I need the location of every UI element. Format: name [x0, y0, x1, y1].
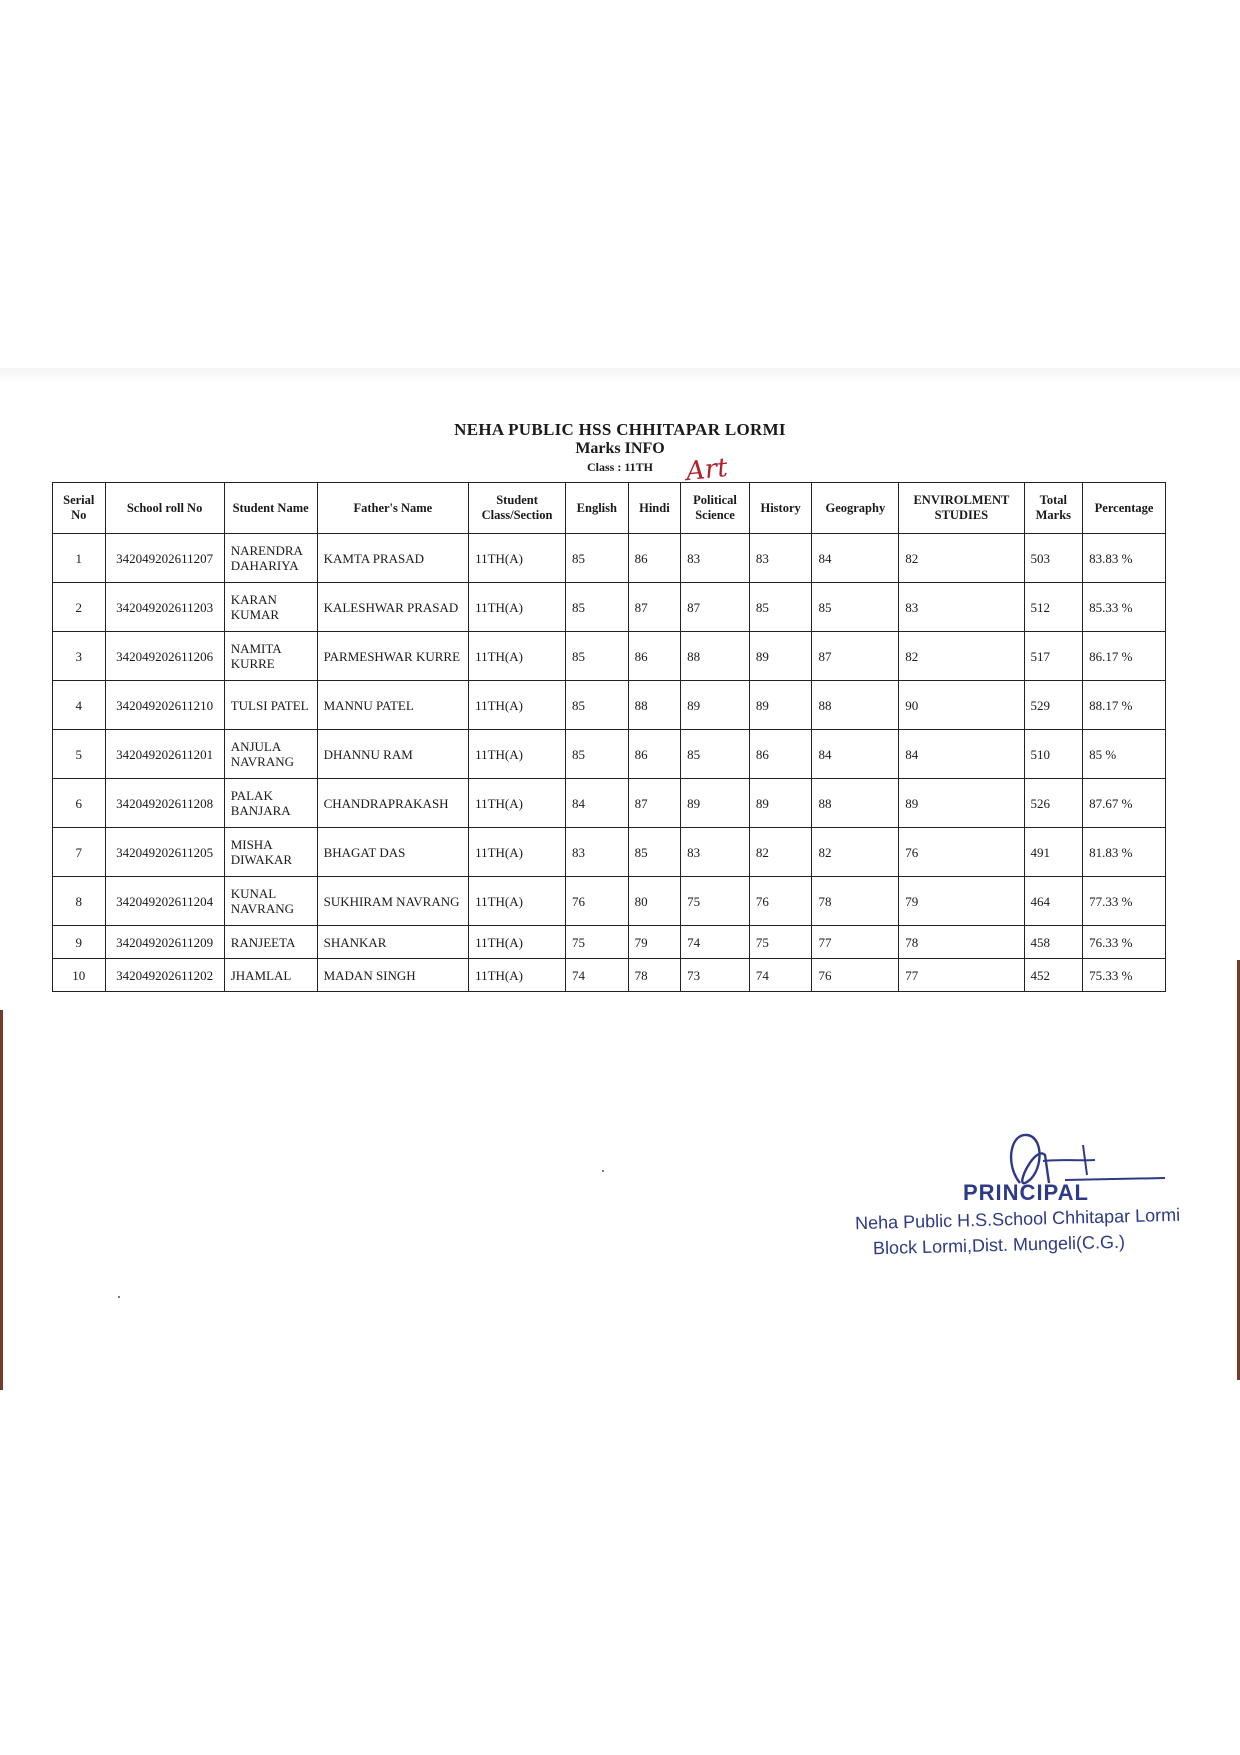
principal-title: PRINCIPAL — [963, 1180, 1089, 1205]
table-cell: 78 — [812, 877, 899, 926]
table-cell: 80 — [628, 877, 681, 926]
table-cell: 7 — [53, 828, 106, 877]
table-cell: 87 — [628, 583, 681, 632]
table-header-row — [53, 483, 1166, 534]
table-cell: 11TH(A) — [469, 877, 566, 926]
table-cell: 3 — [53, 632, 106, 681]
table-cell: 85 — [566, 583, 629, 632]
table-cell: 89 — [681, 779, 750, 828]
table-cell: 342049202611205 — [105, 828, 224, 877]
table-cell: 1 — [53, 534, 106, 583]
table-cell: 11TH(A) — [469, 779, 566, 828]
table-cell: 89 — [681, 681, 750, 730]
table-cell: 83 — [749, 534, 812, 583]
table-row — [53, 926, 1166, 959]
table-cell: 458 — [1024, 926, 1083, 959]
table-cell: DHANNU RAM — [317, 730, 468, 779]
table-cell: 76 — [566, 877, 629, 926]
table-row — [53, 779, 1166, 828]
table-cell: 79 — [628, 926, 681, 959]
table-cell: 82 — [899, 632, 1024, 681]
column-header: History — [749, 483, 812, 534]
table-cell: 11TH(A) — [469, 681, 566, 730]
table-cell: 342049202611208 — [105, 779, 224, 828]
table-cell: KUNAL NAVRANG — [224, 877, 317, 926]
table-cell: 75 — [749, 926, 812, 959]
table-cell: 5 — [53, 730, 106, 779]
table-cell: TULSI PATEL — [224, 681, 317, 730]
table-cell: NARENDRA DAHARIYA — [224, 534, 317, 583]
scan-edge-band — [0, 368, 1240, 382]
table-row — [53, 583, 1166, 632]
handwritten-art-note: Art — [684, 452, 730, 488]
class-label: Class : 11TH — [586, 460, 653, 474]
column-header: Student Class/Section — [469, 483, 566, 534]
table-cell: SHANKAR — [317, 926, 468, 959]
table-cell: 75.33 % — [1083, 959, 1166, 992]
table-cell: 78 — [628, 959, 681, 992]
document-header — [0, 420, 1240, 476]
table-cell: 342049202611210 — [105, 681, 224, 730]
column-header: Total Marks — [1024, 483, 1083, 534]
table-cell: 11TH(A) — [469, 828, 566, 877]
stamp-block-line: Block Lormi,Dist. Mungeli(C.G.) — [872, 1231, 1126, 1259]
table-cell: 81.83 % — [1083, 828, 1166, 877]
table-cell: NAMITA KURRE — [224, 632, 317, 681]
table-cell: 82 — [749, 828, 812, 877]
table-cell: PARMESHWAR KURRE — [317, 632, 468, 681]
table-cell: 75 — [566, 926, 629, 959]
school-name: NEHA PUBLIC HSS CHHITAPAR LORMI — [454, 420, 786, 439]
table-cell: 90 — [899, 681, 1024, 730]
table-cell: 10 — [53, 959, 106, 992]
table-cell: JHAMLAL — [224, 959, 317, 992]
table-cell: 85 % — [1083, 730, 1166, 779]
table-cell: CHANDRAPRAKASH — [317, 779, 468, 828]
table-cell: 83 — [681, 828, 750, 877]
table-cell: 86 — [628, 632, 681, 681]
table-cell: 84 — [899, 730, 1024, 779]
column-header: ENVIROLMENT STUDIES — [899, 483, 1024, 534]
table-cell: 88 — [681, 632, 750, 681]
table-cell: MADAN SINGH — [317, 959, 468, 992]
table-cell: 85 — [566, 632, 629, 681]
table-cell: 89 — [749, 681, 812, 730]
table-cell: 9 — [53, 926, 106, 959]
table-cell: 88 — [812, 681, 899, 730]
table-cell: 74 — [566, 959, 629, 992]
table-cell: KARAN KUMAR — [224, 583, 317, 632]
table-cell: 76 — [812, 959, 899, 992]
table-cell: 11TH(A) — [469, 926, 566, 959]
column-header: Serial No — [53, 483, 106, 534]
table-cell: 517 — [1024, 632, 1083, 681]
table-cell: 89 — [749, 632, 812, 681]
scan-speck — [602, 1170, 604, 1172]
table-cell: 88 — [628, 681, 681, 730]
table-cell: 83 — [566, 828, 629, 877]
table-cell: 512 — [1024, 583, 1083, 632]
table-cell: 452 — [1024, 959, 1083, 992]
table-cell: 77.33 % — [1083, 877, 1166, 926]
table-cell: 88.17 % — [1083, 681, 1166, 730]
table-cell: 86 — [628, 534, 681, 583]
table-cell: 83 — [681, 534, 750, 583]
column-header: Geography — [812, 483, 899, 534]
table-cell: 87 — [812, 632, 899, 681]
table-cell: 11TH(A) — [469, 583, 566, 632]
table-cell: 342049202611207 — [105, 534, 224, 583]
table-cell: 464 — [1024, 877, 1083, 926]
table-cell: 342049202611201 — [105, 730, 224, 779]
table-cell: 529 — [1024, 681, 1083, 730]
table-cell: 82 — [899, 534, 1024, 583]
column-header: Political Science — [681, 483, 750, 534]
table-cell: SUKHIRAM NAVRANG — [317, 877, 468, 926]
column-header: Student Name — [224, 483, 317, 534]
table-cell: 526 — [1024, 779, 1083, 828]
table-cell: 11TH(A) — [469, 959, 566, 992]
table-cell: 8 — [53, 877, 106, 926]
table-cell: 85.33 % — [1083, 583, 1166, 632]
table-cell: 86.17 % — [1083, 632, 1166, 681]
table-cell: 86 — [749, 730, 812, 779]
table-cell: 84 — [566, 779, 629, 828]
table-cell: 88 — [812, 779, 899, 828]
table-cell: 75 — [681, 877, 750, 926]
table-cell: 76 — [899, 828, 1024, 877]
table-cell: 73 — [681, 959, 750, 992]
column-header: Percentage — [1083, 483, 1166, 534]
table-cell: 84 — [812, 730, 899, 779]
stamp-school-line: Neha Public H.S.School Chhitapar Lormi — [854, 1204, 1181, 1234]
table-cell: 503 — [1024, 534, 1083, 583]
table-cell: 79 — [899, 877, 1024, 926]
table-body — [53, 534, 1166, 992]
table-cell: ANJULA NAVRANG — [224, 730, 317, 779]
table-cell: 77 — [812, 926, 899, 959]
table-cell: 87 — [628, 779, 681, 828]
table-cell: 342049202611209 — [105, 926, 224, 959]
table-cell: 85 — [681, 730, 750, 779]
table-cell: 76.33 % — [1083, 926, 1166, 959]
table-row — [53, 877, 1166, 926]
table-row — [53, 730, 1166, 779]
column-header: School roll No — [105, 483, 224, 534]
table-cell: 6 — [53, 779, 106, 828]
table-cell: 89 — [899, 779, 1024, 828]
table-cell: 89 — [749, 779, 812, 828]
table-cell: 74 — [749, 959, 812, 992]
table-cell: 342049202611206 — [105, 632, 224, 681]
table-cell: 83.83 % — [1083, 534, 1166, 583]
table-row — [53, 632, 1166, 681]
table-cell: 85 — [749, 583, 812, 632]
table-cell: 85 — [812, 583, 899, 632]
table-cell: 85 — [628, 828, 681, 877]
table-cell: 83 — [899, 583, 1024, 632]
table-cell: 2 — [53, 583, 106, 632]
table-cell: MANNU PATEL — [317, 681, 468, 730]
table-cell: 342049202611204 — [105, 877, 224, 926]
marks-info-title: Marks INFO — [575, 440, 665, 457]
table-cell: 85 — [566, 681, 629, 730]
table-cell: KALESHWAR PRASAD — [317, 583, 468, 632]
table-row — [53, 959, 1166, 992]
table-cell: 78 — [899, 926, 1024, 959]
scan-edge-mark-left — [0, 1010, 3, 1390]
table-cell: 82 — [812, 828, 899, 877]
table-cell: 342049202611203 — [105, 583, 224, 632]
table-cell: BHAGAT DAS — [317, 828, 468, 877]
table-cell: 77 — [899, 959, 1024, 992]
column-header: English — [566, 483, 629, 534]
table-cell: 491 — [1024, 828, 1083, 877]
column-header: Father's Name — [317, 483, 468, 534]
table-cell: MISHA DIWAKAR — [224, 828, 317, 877]
table-row — [53, 828, 1166, 877]
scan-speck — [118, 1296, 120, 1298]
table-cell: RANJEETA — [224, 926, 317, 959]
table-cell: 85 — [566, 534, 629, 583]
table-cell: KAMTA PRASAD — [317, 534, 468, 583]
table-cell: 85 — [566, 730, 629, 779]
table-row — [53, 534, 1166, 583]
table-cell: 87 — [681, 583, 750, 632]
table-cell: 74 — [681, 926, 750, 959]
table-cell: 342049202611202 — [105, 959, 224, 992]
table-cell: 510 — [1024, 730, 1083, 779]
table-cell: PALAK BANJARA — [224, 779, 317, 828]
table-cell: 84 — [812, 534, 899, 583]
table-cell: 76 — [749, 877, 812, 926]
table-cell: 87.67 % — [1083, 779, 1166, 828]
table-cell: 4 — [53, 681, 106, 730]
table-row — [53, 681, 1166, 730]
table-cell: 11TH(A) — [469, 730, 566, 779]
column-header: Hindi — [628, 483, 681, 534]
table-cell: 11TH(A) — [469, 632, 566, 681]
table-cell: 86 — [628, 730, 681, 779]
marks-table — [52, 482, 1166, 992]
table-cell: 11TH(A) — [469, 534, 566, 583]
